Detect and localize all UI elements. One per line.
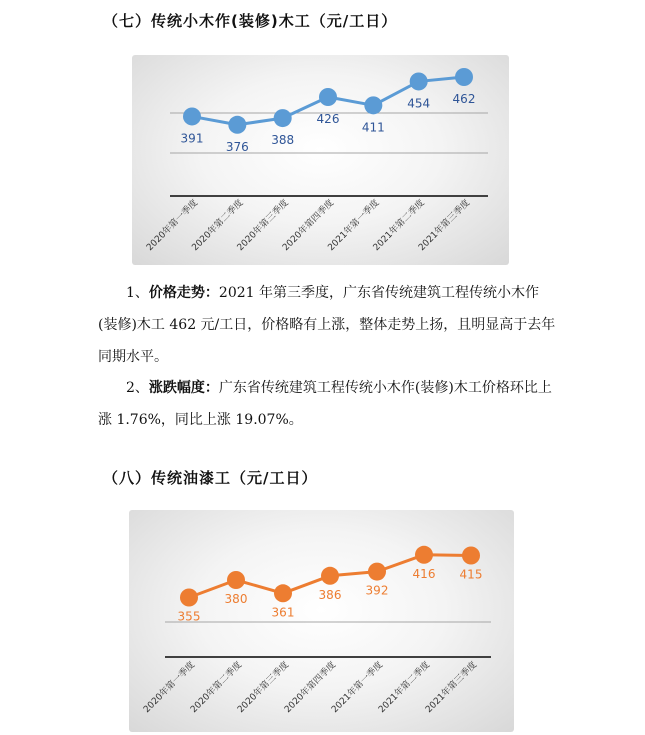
data-label: 426	[316, 112, 340, 126]
section-7-heading: （七）传统小木作(装修)木工（元/工日）	[103, 12, 398, 30]
x-tick-label: 2020年第二季度	[189, 660, 245, 716]
data-label: 376	[225, 139, 249, 154]
data-point	[364, 96, 382, 114]
data-point	[415, 546, 433, 564]
woodwork-price-chart-svg	[132, 55, 509, 265]
data-point	[321, 567, 339, 585]
data-point	[227, 571, 245, 589]
data-point	[319, 88, 337, 106]
painting-price-chart	[129, 510, 514, 732]
price-trend-number: 1、	[126, 285, 149, 301]
data-point	[368, 563, 386, 581]
data-label: 355	[177, 609, 201, 624]
x-tick-label: 2020年第一季度	[145, 198, 201, 254]
x-tick-label: 2021年第一季度	[326, 198, 382, 254]
price-change-label: 涨跌幅度：	[148, 380, 219, 396]
x-tick-label: 2021年第三季度	[417, 198, 473, 254]
data-point	[180, 589, 198, 607]
price-change-paragraph	[98, 372, 558, 436]
price-change-number: 2、	[126, 380, 149, 396]
x-tick-label: 2021年第三季度	[424, 660, 480, 716]
woodwork-price-chart	[132, 55, 509, 265]
data-label: 416	[412, 566, 436, 581]
data-point	[183, 107, 201, 125]
data-label: 411	[361, 120, 385, 135]
data-point	[274, 584, 292, 602]
data-label: 386	[318, 587, 342, 602]
x-tick-label: 2020年第二季度	[190, 198, 246, 254]
data-label: 462	[452, 92, 476, 106]
x-tick-label: 2021年第二季度	[377, 660, 433, 716]
data-label: 380	[224, 592, 248, 606]
x-tick-label: 2021年第二季度	[371, 198, 427, 254]
x-tick-label: 2020年第三季度	[235, 198, 291, 254]
data-label: 415	[459, 567, 483, 582]
section-8-heading: （八）传统油漆工（元/工日）	[103, 469, 318, 487]
x-tick-label: 2020年第四季度	[281, 198, 337, 254]
data-label: 454	[407, 96, 431, 111]
x-tick-label: 2020年第三季度	[236, 660, 292, 716]
data-point	[228, 116, 246, 134]
data-point	[274, 109, 292, 127]
data-label: 391	[180, 131, 204, 146]
price-trend-label: 价格走势：	[148, 285, 219, 301]
data-label: 388	[271, 133, 295, 148]
price-change-text: 广东省传统建筑工程传统小木作(装修)木工价格环比上涨 1.76%，同比上涨 19.07%。	[98, 380, 552, 428]
price-trend-paragraph	[98, 277, 558, 373]
price-trend-text: 2021 年第三季度，广东省传统建筑工程传统小木作(装修)木工 462 元/工日，价格略有上涨，整体走势上扬，且明显高于去年同期水平。	[98, 285, 556, 365]
x-tick-label: 2021年第一季度	[330, 660, 386, 716]
x-tick-label: 2020年第四季度	[283, 660, 339, 716]
data-label: 392	[365, 583, 389, 598]
data-label: 361	[271, 605, 295, 620]
data-point	[462, 547, 480, 565]
data-point	[455, 68, 473, 86]
painting-price-chart-svg	[129, 510, 514, 732]
data-point	[410, 72, 428, 90]
x-tick-label: 2020年第一季度	[142, 660, 198, 716]
